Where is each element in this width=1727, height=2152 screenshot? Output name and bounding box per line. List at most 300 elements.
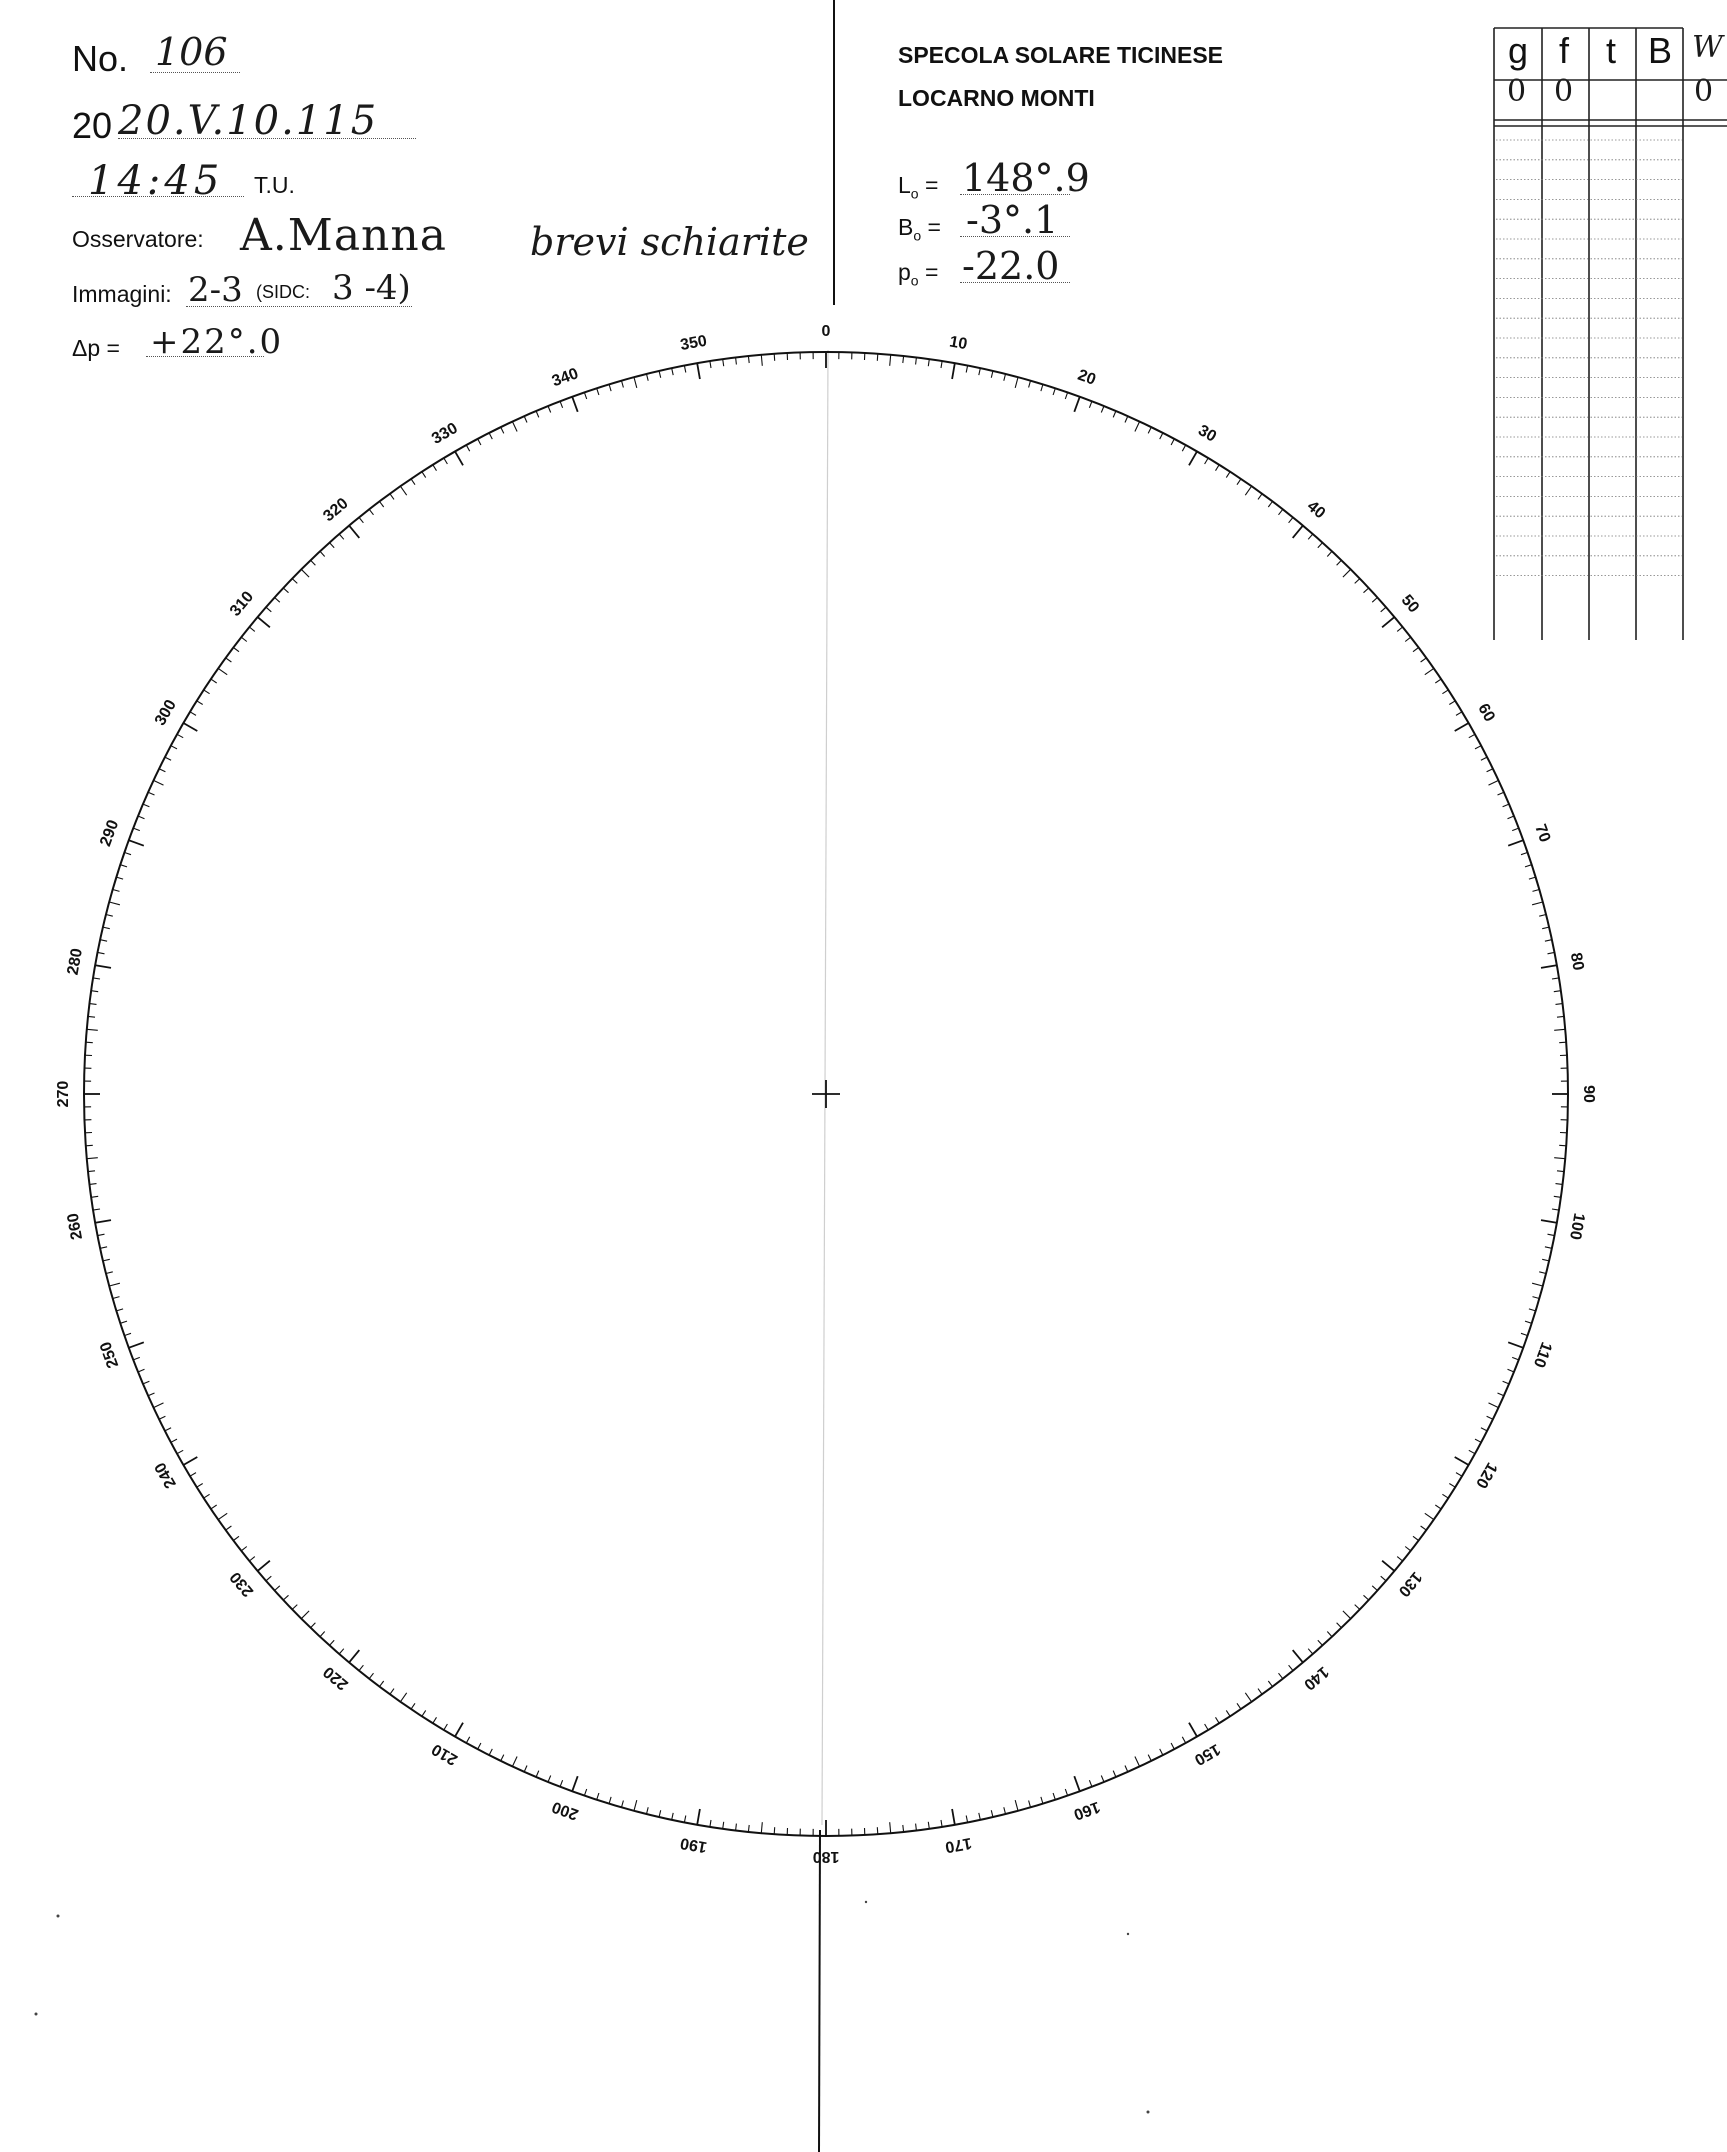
dial-tick	[87, 1029, 98, 1030]
bottom-axis-line	[819, 1830, 820, 2152]
dial-tick	[1216, 1717, 1220, 1723]
dial-tick	[1489, 1403, 1499, 1408]
dial-tick	[597, 1793, 599, 1800]
dial-tick	[1559, 1145, 1566, 1146]
dial-tick	[1475, 746, 1481, 749]
dial-tick	[1160, 1749, 1163, 1755]
dial-tick	[1065, 392, 1067, 399]
dial-tick	[292, 1605, 297, 1610]
dial-tick	[1456, 1473, 1462, 1477]
dial-tick	[249, 627, 254, 631]
dial-tick	[1101, 1776, 1104, 1783]
dial-tick	[154, 780, 164, 785]
dial-tick	[100, 940, 107, 942]
dial-tick	[1382, 1561, 1394, 1571]
dial-tick	[1148, 427, 1151, 433]
dial-tick	[1293, 1650, 1303, 1662]
dial-tick	[536, 1771, 539, 1777]
dial-label-190: 190	[679, 1833, 709, 1856]
dial-tick	[1548, 952, 1555, 953]
dial-tick	[1343, 569, 1351, 577]
dial-tick	[1442, 1494, 1448, 1498]
dial-tick	[916, 1824, 917, 1831]
cell-f: 0	[1554, 74, 1574, 109]
dial-tick	[1053, 388, 1055, 395]
number-value: 106	[155, 30, 228, 74]
dial-tick	[330, 1640, 335, 1645]
dial-tick	[966, 366, 967, 373]
dial-tick	[1327, 551, 1332, 556]
dial-tick	[1327, 1632, 1332, 1637]
dial-tick	[106, 915, 113, 917]
dial-label-40: 40	[1303, 497, 1329, 523]
dial-label-90: 90	[1579, 1085, 1597, 1103]
dial-label-0: 0	[821, 323, 831, 341]
dial-tick	[159, 1416, 165, 1419]
dial-tick	[478, 1743, 481, 1749]
dial-tick	[1542, 1259, 1549, 1261]
dial-tick	[1539, 1272, 1546, 1274]
dial-tick	[1456, 712, 1462, 716]
dial-tick	[1397, 627, 1402, 631]
dial-tick	[597, 388, 599, 395]
dial-tick	[1089, 401, 1092, 408]
dial-tick	[1525, 865, 1532, 867]
date-value: 20.V.10.115	[118, 98, 379, 144]
dial-tick	[233, 648, 239, 652]
dial-label-240: 240	[151, 1459, 180, 1491]
dial-tick	[1171, 439, 1174, 445]
dial-tick	[103, 1259, 110, 1261]
dial-tick	[584, 1789, 586, 1796]
date-prefix: 20	[72, 105, 113, 146]
dial-tick	[1029, 381, 1031, 388]
dial-tick	[1237, 1703, 1241, 1709]
time-unit: T.U.	[254, 172, 295, 198]
dial-tick	[697, 363, 700, 379]
dial-label-340: 340	[549, 365, 581, 391]
dial-tick	[634, 377, 637, 388]
dial-tick	[1289, 517, 1293, 522]
dial-tick	[1503, 1381, 1509, 1384]
dial-tick	[1508, 1369, 1515, 1372]
dial-label-280: 280	[64, 947, 87, 977]
dial-tick	[991, 1810, 993, 1817]
dial-tick	[138, 1369, 145, 1372]
dial-tick	[1053, 1793, 1055, 1800]
dial-tick	[190, 1473, 196, 1477]
dial-tick	[1413, 648, 1419, 652]
dial-tick	[609, 1797, 611, 1804]
dial-label-290: 290	[97, 817, 123, 849]
dial-tick	[177, 734, 183, 737]
dial-tick	[1469, 734, 1475, 737]
dial-tick	[1372, 598, 1377, 603]
dial-tick	[1135, 1757, 1140, 1767]
dial-tick	[120, 1321, 127, 1323]
number-label: No.	[72, 38, 129, 79]
dial-tick	[292, 579, 297, 584]
dial-tick	[1381, 1576, 1386, 1581]
dial-tick	[1205, 1724, 1209, 1730]
dial-tick	[138, 816, 145, 819]
delta-p-label: Δp =	[72, 335, 120, 361]
sidc-label: (SIDC:	[256, 282, 310, 302]
dial-tick	[1258, 1689, 1262, 1695]
dial-tick	[584, 392, 586, 399]
dial-tick	[1487, 769, 1493, 772]
dial-tick	[1442, 690, 1448, 694]
dial-tick	[88, 1171, 95, 1172]
dial-label-170: 170	[943, 1833, 973, 1856]
dial-tick	[697, 1809, 700, 1825]
dial-tick	[301, 569, 309, 577]
dial-tick	[159, 769, 165, 772]
dial-tick	[1559, 1042, 1566, 1043]
dial-tick	[171, 1439, 177, 1442]
dial-tick	[143, 804, 149, 807]
dial-tick	[1004, 1807, 1006, 1814]
dial-tick	[1554, 1158, 1565, 1159]
dial-tick	[890, 355, 891, 366]
dial-tick	[572, 1776, 578, 1791]
dial-tick	[275, 598, 280, 603]
dial-tick	[1074, 397, 1080, 412]
dial-tick	[1556, 1184, 1563, 1185]
header-g: g	[1508, 30, 1529, 71]
dial-tick	[1189, 451, 1197, 465]
dial-label-260: 260	[64, 1211, 87, 1241]
dial-tick	[1318, 543, 1323, 548]
dial-label-130: 130	[1394, 1568, 1426, 1600]
dial-label-300: 300	[151, 697, 180, 729]
dial-label-30: 30	[1195, 422, 1220, 446]
dial-tick	[1101, 406, 1104, 413]
dial-tick	[1529, 877, 1536, 879]
dial-tick	[1268, 1681, 1272, 1687]
dial-tick	[1532, 902, 1543, 905]
dial-tick	[659, 1810, 661, 1817]
dial-label-330: 330	[429, 419, 461, 448]
dial-tick	[233, 1536, 239, 1540]
dial-tick	[349, 1650, 359, 1662]
dial-tick	[1041, 1797, 1043, 1804]
dial-tick	[1113, 411, 1116, 417]
dial-tick	[659, 371, 661, 378]
dial-tick	[1004, 374, 1006, 381]
dial-label-220: 220	[320, 1662, 352, 1694]
dial-tick	[113, 1297, 120, 1299]
dial-tick	[1545, 1247, 1552, 1249]
dial-label-180: 180	[812, 1847, 840, 1865]
dial-tick	[1552, 1209, 1559, 1210]
dial-tick	[411, 479, 415, 485]
dial-tick	[1355, 579, 1360, 584]
dial-tick	[1318, 1640, 1323, 1645]
dial-label-270: 270	[55, 1080, 73, 1108]
cell-w: 0	[1694, 74, 1714, 109]
dial-tick	[283, 588, 288, 593]
dial-tick	[1508, 1342, 1523, 1348]
dial-tick	[1182, 445, 1185, 451]
dial-tick	[93, 978, 100, 979]
dial-tick	[890, 1822, 891, 1833]
dial-tick	[1258, 494, 1262, 500]
dial-tick	[266, 1576, 271, 1581]
dial-tick	[1226, 1710, 1230, 1716]
dial-tick	[1532, 1283, 1543, 1286]
dial-tick	[411, 1703, 415, 1709]
dial-tick	[129, 1342, 144, 1348]
b0-value: -3°.1	[966, 198, 1059, 242]
dial-tick	[390, 1689, 394, 1695]
dial-tick	[1245, 486, 1251, 495]
dial-tick	[672, 1813, 674, 1820]
dial-tick	[1512, 1357, 1519, 1360]
dial-tick	[1308, 1649, 1313, 1654]
dial-label-80: 80	[1566, 951, 1587, 972]
dial-tick	[1029, 1801, 1031, 1808]
dial-tick	[710, 1820, 711, 1827]
dial-tick	[979, 1813, 981, 1820]
dial-tick	[1289, 1665, 1293, 1670]
dial-label-20: 20	[1075, 366, 1098, 389]
dial-tick	[647, 1807, 649, 1814]
dial-tick	[455, 451, 463, 465]
dial-tick	[1489, 780, 1499, 785]
dial-tick	[369, 509, 373, 515]
dial-tick	[1216, 465, 1220, 471]
dial-tick	[647, 374, 649, 381]
dial-tick	[1364, 1595, 1369, 1600]
header-w: W	[1692, 30, 1723, 65]
dial-tick	[106, 1272, 113, 1274]
dial-tick	[400, 1693, 406, 1702]
dial-tick	[1135, 422, 1140, 432]
dial-tick	[197, 701, 203, 705]
dial-tick	[774, 1827, 775, 1834]
dial-tick	[197, 1484, 203, 1488]
scan-specks	[35, 1901, 1150, 2114]
dial-tick	[1125, 416, 1128, 422]
dial-tick	[991, 371, 993, 378]
conditions-note: brevi schiarite	[530, 220, 809, 264]
dial-tick	[1372, 1586, 1377, 1591]
dial-tick	[86, 1145, 93, 1146]
dial-tick	[1425, 1513, 1434, 1519]
dial-tick	[979, 368, 981, 375]
dial-tick	[1455, 1457, 1469, 1465]
dial-tick	[1449, 1484, 1455, 1488]
dial-tick	[90, 1004, 97, 1005]
images-value: 2-3	[188, 270, 243, 310]
dial-tick	[124, 852, 131, 854]
dial-tick	[1512, 828, 1519, 831]
dial-tick	[433, 465, 437, 471]
dial-tick	[87, 1158, 98, 1159]
dial-tick	[266, 607, 271, 612]
dial-tick	[116, 877, 123, 879]
dial-tick	[120, 865, 127, 867]
dial-tick	[422, 1710, 426, 1716]
dial-tick	[466, 1737, 469, 1743]
dial-tick	[622, 381, 624, 388]
dial-tick	[1554, 991, 1561, 992]
dial-tick	[1421, 1526, 1427, 1530]
dial-tick	[512, 422, 517, 432]
b0-label: $B_o$ =	[898, 214, 941, 244]
dial-tick	[1337, 560, 1342, 565]
dial-tick	[1469, 1450, 1475, 1453]
dial-tick	[489, 1749, 492, 1755]
dial-label-160: 160	[1071, 1797, 1103, 1823]
dial-tick	[560, 401, 563, 408]
dial-tick	[1487, 1416, 1493, 1419]
dial-label-120: 120	[1472, 1459, 1501, 1491]
dial-tick	[1279, 509, 1283, 515]
dial-tick	[1397, 1557, 1402, 1561]
dial-tick	[1498, 792, 1504, 795]
observer-value: A.Manna	[240, 210, 447, 261]
dial-tick	[877, 354, 878, 361]
dial-tick	[928, 359, 929, 366]
dial-tick	[109, 902, 120, 905]
dial-tick	[359, 517, 363, 522]
dial-tick	[548, 1776, 551, 1783]
header-b: B	[1648, 30, 1673, 71]
dial-label-50: 50	[1397, 591, 1423, 617]
dial-tick	[1405, 1547, 1411, 1551]
dial-label-320: 320	[320, 494, 352, 526]
dial-tick	[1074, 1776, 1080, 1791]
dial-tick	[1435, 679, 1441, 683]
dial-tick	[1293, 526, 1303, 538]
dial-tick	[1382, 617, 1394, 627]
dial-tick	[133, 1357, 140, 1360]
dial-label-100: 100	[1565, 1211, 1588, 1241]
dial-tick	[710, 361, 711, 368]
dial-tick	[339, 1649, 344, 1654]
dial-tick	[154, 1403, 164, 1408]
dial-tick	[100, 1247, 107, 1249]
dial-tick	[1554, 1196, 1561, 1197]
observatory-name: SPECOLA SOLARE TICINESE	[898, 42, 1224, 68]
dial-label-140: 140	[1300, 1662, 1332, 1694]
l0-value: 148°.9	[962, 156, 1090, 200]
dial-tick	[1381, 607, 1386, 612]
dial-tick	[1171, 1743, 1174, 1749]
dial-tick	[1182, 1737, 1185, 1743]
dial-tick	[524, 416, 527, 422]
disk-center-cross	[812, 1080, 840, 1108]
dial-tick	[609, 384, 611, 391]
dial-tick	[736, 1824, 737, 1831]
time-value: 14:45	[88, 158, 224, 204]
p0-label: $p_o$ =	[898, 259, 939, 289]
dial-tick	[339, 534, 344, 539]
dial-tick	[1552, 978, 1559, 979]
dial-tick	[177, 1450, 183, 1453]
dial-tick	[258, 1561, 270, 1571]
observatory-location: LOCARNO MONTI	[898, 85, 1095, 111]
dial-label-110: 110	[1529, 1339, 1555, 1370]
dial-tick	[218, 1513, 227, 1519]
dial-tick	[109, 1283, 120, 1286]
dial-tick	[165, 757, 171, 760]
dial-tick	[390, 494, 394, 500]
dial-tick	[1413, 1536, 1419, 1540]
dial-tick	[380, 501, 384, 507]
delta-p-value: +22°.0	[150, 322, 284, 362]
dial-tick	[1521, 1333, 1528, 1335]
dial-tick	[536, 411, 539, 417]
dial-tick	[148, 1393, 154, 1396]
dial-tick	[512, 1757, 517, 1767]
dial-tick	[1425, 668, 1434, 674]
dial-tick	[941, 361, 942, 368]
images-label: Immagini:	[72, 281, 172, 307]
dial-tick	[88, 1016, 95, 1017]
dial-tick	[1556, 1004, 1563, 1005]
dial-tick	[572, 397, 578, 412]
header-f: f	[1559, 30, 1570, 71]
dial-tick	[1015, 1800, 1018, 1811]
dial-tick	[171, 746, 177, 749]
dial-tick	[1435, 1505, 1441, 1509]
dial-tick	[330, 543, 335, 548]
dial-tick	[211, 1505, 217, 1509]
dial-label-150: 150	[1191, 1740, 1223, 1769]
dial-tick	[1481, 1428, 1487, 1431]
dial-label-230: 230	[226, 1568, 258, 1600]
dial-tick	[116, 1309, 123, 1311]
dial-tick	[501, 427, 504, 433]
dial-label-200: 200	[549, 1797, 581, 1823]
dial-tick	[1557, 1016, 1564, 1017]
cell-g: 0	[1507, 74, 1527, 109]
dial-tick	[560, 1780, 563, 1787]
dial-tick	[524, 1766, 527, 1772]
dial-tick	[1533, 890, 1540, 892]
dial-tick	[1533, 1297, 1540, 1299]
dial-tick	[1205, 458, 1209, 464]
dial-tick	[1529, 1309, 1536, 1311]
dial-tick	[249, 1557, 254, 1561]
dial-tick	[380, 1681, 384, 1687]
dial-tick	[928, 1822, 929, 1829]
dial-tick	[1343, 1611, 1351, 1619]
dial-label-10: 10	[948, 333, 969, 354]
dial-tick	[86, 1042, 93, 1043]
header-t: t	[1606, 30, 1617, 71]
dial-tick	[226, 658, 232, 662]
dial-tick	[113, 890, 120, 892]
dial-tick	[1226, 472, 1230, 478]
dial-tick	[952, 1809, 955, 1825]
dial-tick	[349, 526, 359, 538]
dial-tick	[1421, 658, 1427, 662]
dial-tick	[1539, 915, 1546, 917]
dial-tick	[204, 1494, 210, 1498]
dial-tick	[183, 723, 197, 731]
dial-tick	[204, 690, 210, 694]
dial-tick	[1521, 852, 1528, 854]
dial-tick	[774, 354, 775, 361]
dial-tick	[634, 1800, 637, 1811]
dial-tick	[877, 1827, 878, 1834]
dial-tick	[952, 363, 955, 379]
dial-tick	[143, 1381, 149, 1384]
